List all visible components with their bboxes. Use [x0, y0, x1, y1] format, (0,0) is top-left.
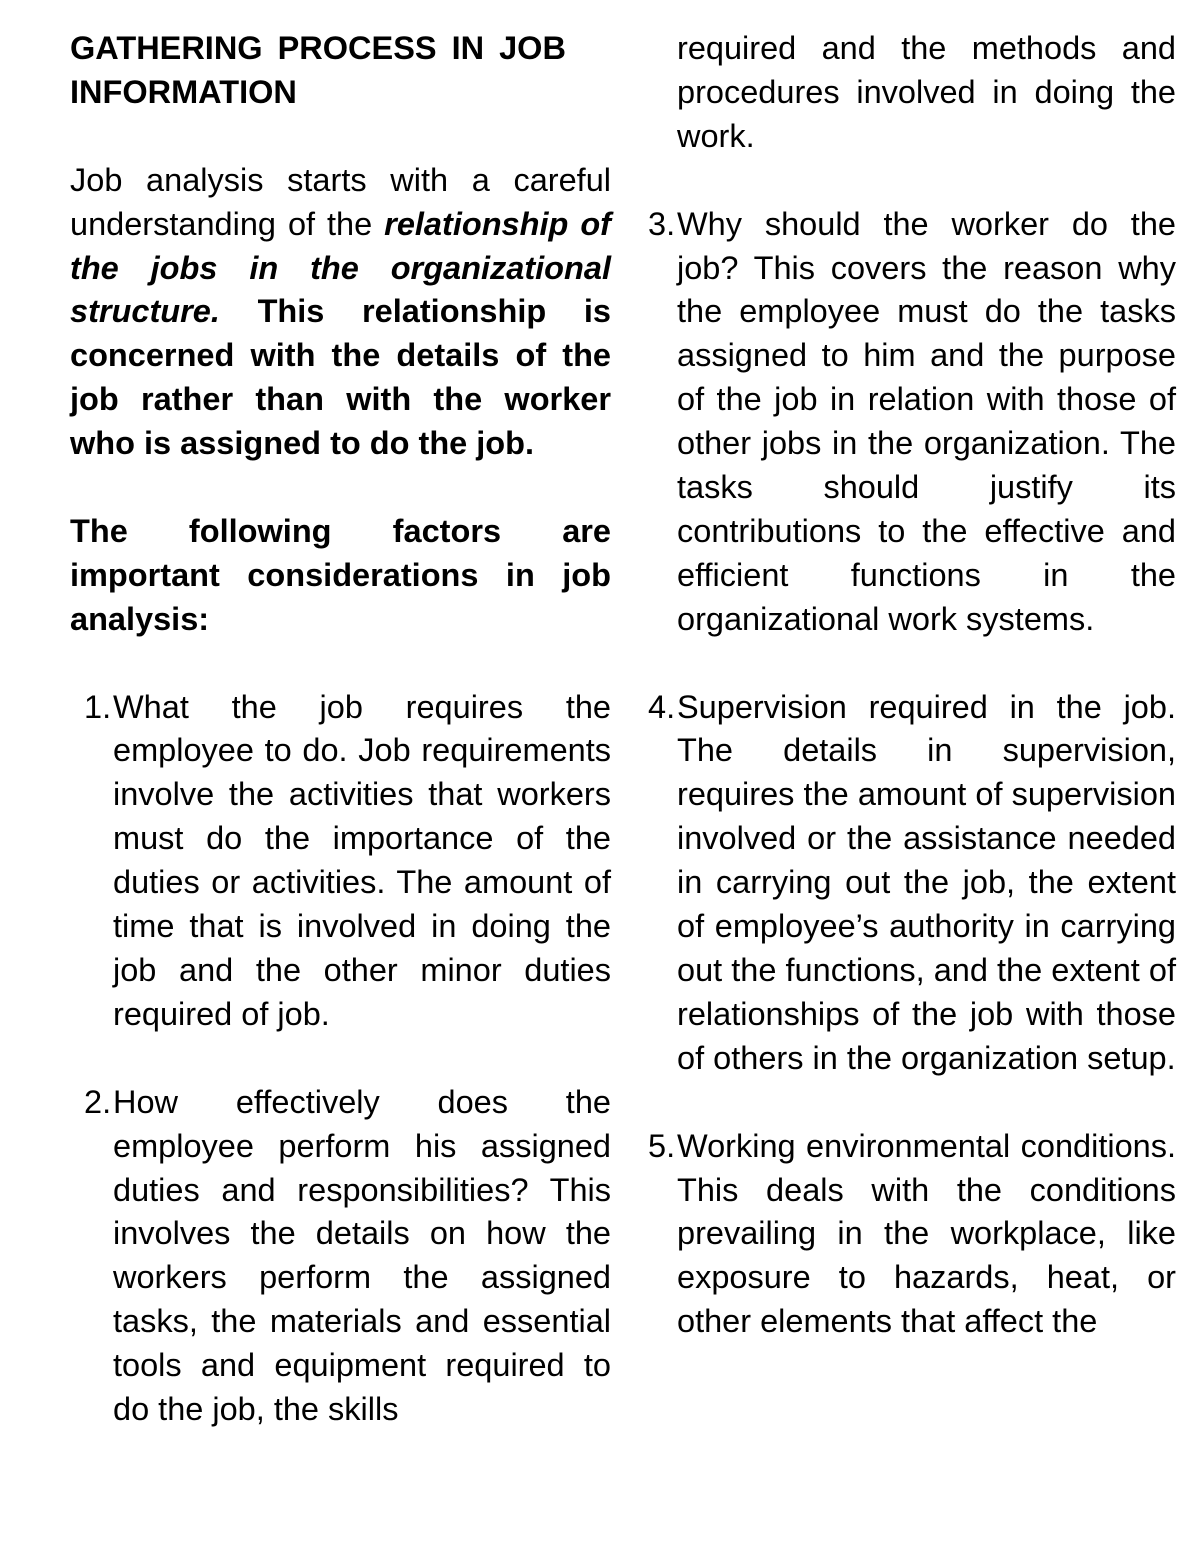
- list-item-text: Working environmental conditions. This deals with the conditions prevailing in the workplace, like exposure to hazards, heat, or other elements that affect the: [677, 1127, 1176, 1340]
- intro-emphasis: relationship of the jobs in the organizational structure.: [70, 205, 611, 330]
- list-item-3: [648, 203, 1176, 642]
- list-item-text: How effectively does the employee perform his assigned duties and responsibilities? This involves the details on how the workers perform the assigned tasks, the materials and essential tools and equipment required to do the job, the skills: [113, 1083, 611, 1428]
- section-title: GATHERING PROCESS IN JOB INFORMATION: [70, 30, 566, 110]
- right-column: [648, 27, 1176, 1344]
- left-column: [70, 27, 611, 1432]
- list-item-5: [648, 1125, 1176, 1345]
- list-item-text: Why should the worker do the job? This covers the reason why the employee must do the tasks assigned to him and the purpose of the job in relation with those of other jobs in the organization. The tasks should justify its contributions to the effective and efficient functions in the organizational work systems.: [677, 205, 1176, 637]
- list-item-2-continuation: required and the methods and procedures involved in doing the work.: [677, 30, 1176, 154]
- list-item-number: 5.: [648, 1127, 676, 1164]
- list-item-number: 1.: [84, 688, 112, 725]
- list-item-text: Supervision required in the job. The details in supervision, requires the amount of supervision involved or the assistance needed in carrying out the job, the extent of employee’s authority in carrying out the functions, and the extent of relationships of the job with those of others in the organization setup.: [677, 688, 1176, 1076]
- list-item-4: [648, 686, 1176, 1081]
- factors-heading: The following factors are important considerations in job analysis:: [70, 512, 611, 637]
- list-item-1: [70, 686, 611, 1037]
- list-item-number: 2.: [84, 1083, 112, 1120]
- intro-lead: Job analysis starts with a careful understanding of the: [70, 161, 611, 242]
- list-item-text: What the job requires the employee to do. Job requirements involve the activities that workers must do the importance of the duties or activities. The amount of time that is involved in doing the job and the other minor duties required of job.: [113, 688, 611, 1032]
- list-item-number: 3.: [648, 205, 676, 242]
- intro-paragraph: [70, 159, 611, 466]
- list-item-number: 4.: [648, 688, 676, 725]
- intro-bold-rest: This relationship is concerned with the details of the job rather than with the worker who is assigned to do the job.: [70, 293, 611, 462]
- list-item-2: [70, 1081, 611, 1432]
